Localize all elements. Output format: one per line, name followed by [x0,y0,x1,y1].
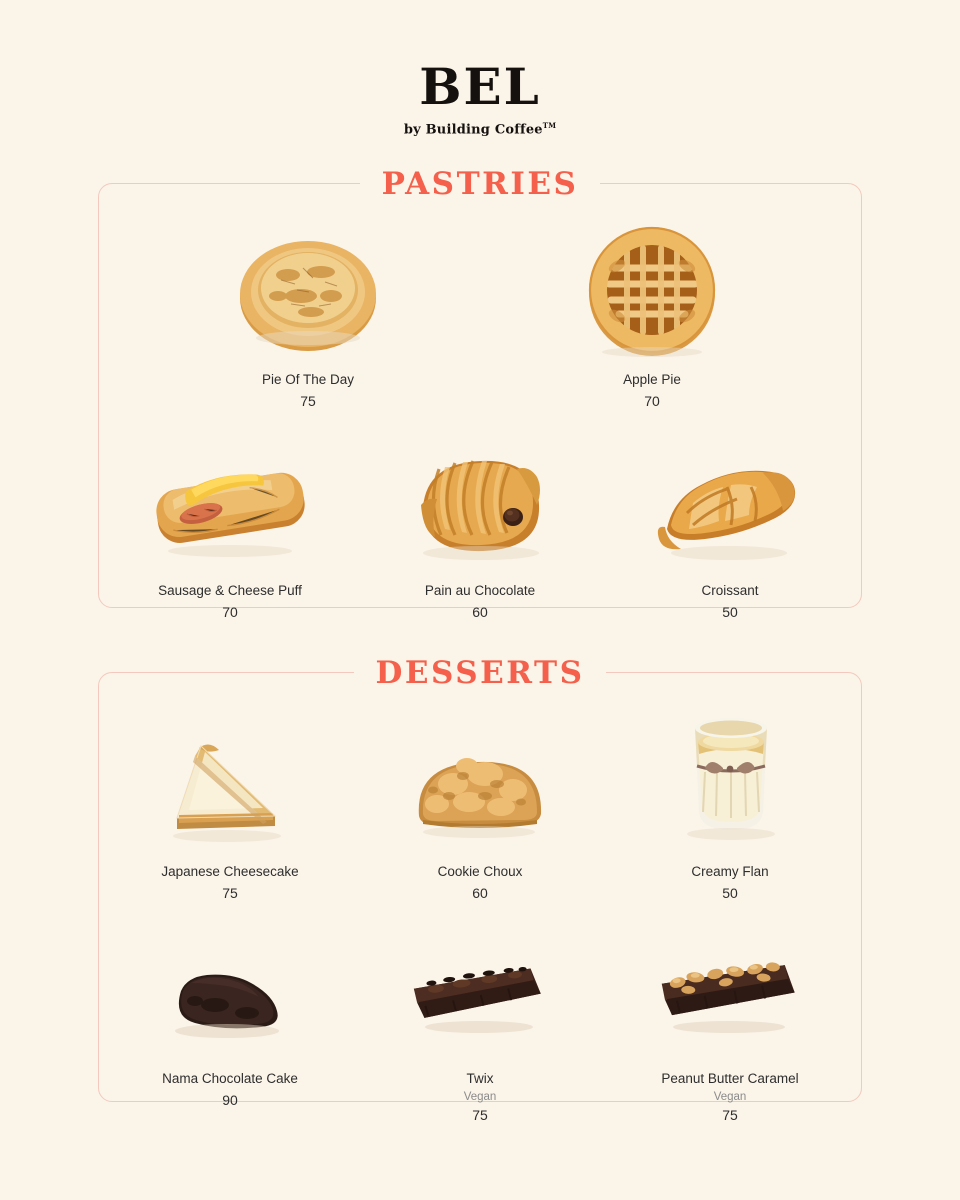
menu-item[interactable] [114,909,346,1108]
item-image [114,421,346,571]
item-image [614,909,846,1059]
item-price: 75 [222,885,238,902]
item-name: Apple Pie [623,372,681,388]
menu-item[interactable] [614,697,846,901]
item-price: 70 [222,604,238,621]
flan-jar-icon [643,702,818,852]
item-name: Sausage & Cheese Puff [158,583,302,599]
section-desserts-title-wrap [99,654,861,692]
item-price: 50 [722,604,738,621]
item-image [114,697,346,852]
brand-name: BEL [419,57,541,116]
brand-header [0,0,960,137]
section-desserts [98,655,862,1124]
trademark-mark: TM [542,121,557,130]
menu-item[interactable] [536,210,768,409]
peanut-bar-icon [643,939,818,1059]
item-price: 75 [300,393,316,410]
menu-item[interactable] [114,421,346,620]
section-pastries-title-wrap [99,165,861,203]
menu-item[interactable] [364,697,596,901]
item-name: Nama Chocolate Cake [162,1071,298,1087]
item-image [536,210,768,360]
item-tag: Vegan [463,1091,497,1104]
item-name: Twix [466,1071,494,1087]
item-image [364,421,596,571]
brand-tagline [0,121,960,137]
item-name: Croissant [701,583,759,599]
pastries-row-1 [99,184,861,409]
cheesecake-slice-icon [143,712,318,852]
item-price: 50 [722,885,738,902]
item-name: Creamy Flan [691,864,769,880]
item-image [614,697,846,852]
desserts-row-1 [99,673,861,901]
twix-bar-icon [393,939,568,1059]
nama-cake-icon [143,939,318,1059]
item-price: 75 [472,1107,488,1124]
menu-item[interactable] [364,421,596,620]
menu-item[interactable] [192,210,424,409]
cheese-puff-icon [135,451,325,571]
item-image [614,421,846,571]
menu-item[interactable] [614,909,846,1123]
menu-item[interactable] [114,697,346,901]
item-tag: Vegan [713,1091,747,1104]
pain-au-chocolat-icon [393,443,568,571]
item-image [364,697,596,852]
section-title: PASTRIES [360,165,601,203]
cookie-choux-icon [393,712,568,852]
pastries-row-2 [99,409,861,620]
item-image [192,210,424,360]
section-pastries [98,166,862,621]
item-name: Cookie Choux [437,864,523,880]
item-name: Peanut Butter Caramel [661,1071,799,1087]
item-price: 70 [644,393,660,410]
lattice-pie-icon [577,220,727,360]
item-image [364,909,596,1059]
croissant-icon [643,443,818,571]
item-price: 90 [222,1092,238,1109]
item-name: Pie Of The Day [261,372,355,388]
item-price: 75 [722,1107,738,1124]
item-name: Pain au Chocolate [424,583,536,599]
brand-tagline-text: by Building Coffee [403,122,543,138]
item-image [114,909,346,1059]
item-price: 60 [472,604,488,621]
menu-item[interactable] [364,909,596,1123]
item-price: 60 [472,885,488,902]
section-title: DESSERTS [354,654,607,692]
savory-tart-icon [233,220,383,360]
desserts-row-2 [99,901,861,1123]
menu-item[interactable] [614,421,846,620]
item-name: Japanese Cheesecake [161,864,299,880]
